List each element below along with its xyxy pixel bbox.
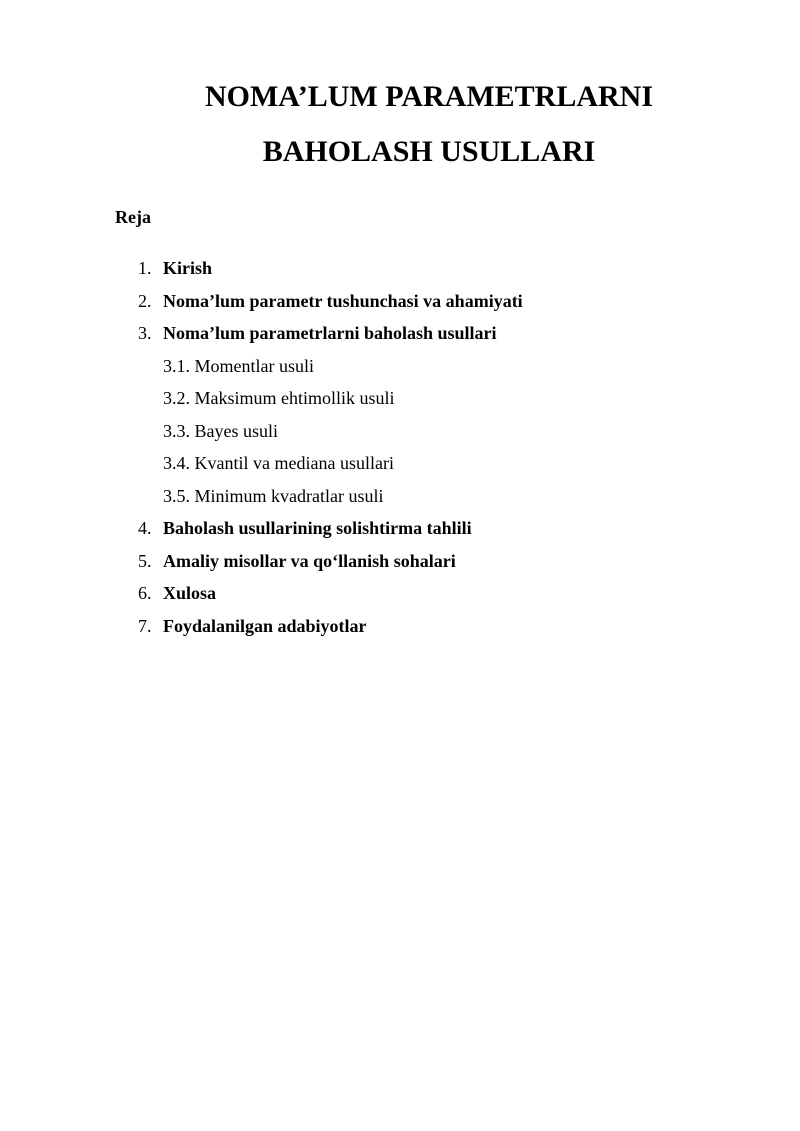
toc-subitem [0,389,800,422]
table-of-contents [0,259,800,649]
toc-item-label: Baholash usullarining solishtirma tahlili [163,518,472,538]
toc-item [0,552,800,585]
toc-item [0,519,800,552]
toc-item-number: 5. [138,550,152,571]
toc-item [0,259,800,292]
toc-subitem-label: 3.3. Bayes usuli [163,420,278,441]
plan-heading: Reja [115,207,151,227]
toc-item-number: 4. [138,518,152,538]
toc-subitem-label: 3.1. Momentlar usuli [163,355,314,376]
toc-subitem-label: 3.4. Kvantil va mediana usullari [163,453,394,473]
toc-item-number: 6. [138,583,152,603]
toc-item [0,617,800,650]
toc-subitem-label: 3.5. Minimum kvadratlar usuli [163,485,384,506]
toc-item-number: 1. [138,258,152,278]
toc-item-label: Noma’lum parametr tushunchasi va ahamiyati [163,290,523,311]
toc-item-number: 3. [138,323,152,343]
toc-subitem-label: 3.2. Maksimum ehtimollik usuli [163,388,395,408]
toc-item-label: Noma’lum parametrlarni baholash usullari [163,323,497,343]
toc-item [0,292,800,325]
toc-subitem [0,487,800,520]
toc-subitem [0,357,800,390]
toc-item-label: Amaliy misollar va qo‘llanish sohalari [163,550,456,571]
toc-item [0,324,800,357]
document-title-line-1: NOMA’LUM PARAMETRLARNI [204,80,653,113]
toc-item-number: 7. [138,615,152,636]
toc-subitem [0,422,800,455]
toc-item [0,584,800,617]
toc-subitem [0,454,800,487]
toc-item-number: 2. [138,290,152,311]
document-title-line-2: BAHOLASH USULLARI [262,135,596,168]
toc-item-label: Xulosa [163,583,217,603]
toc-item-label: Kirish [163,258,213,278]
toc-item-label: Foydalanilgan adabiyotlar [163,615,367,636]
